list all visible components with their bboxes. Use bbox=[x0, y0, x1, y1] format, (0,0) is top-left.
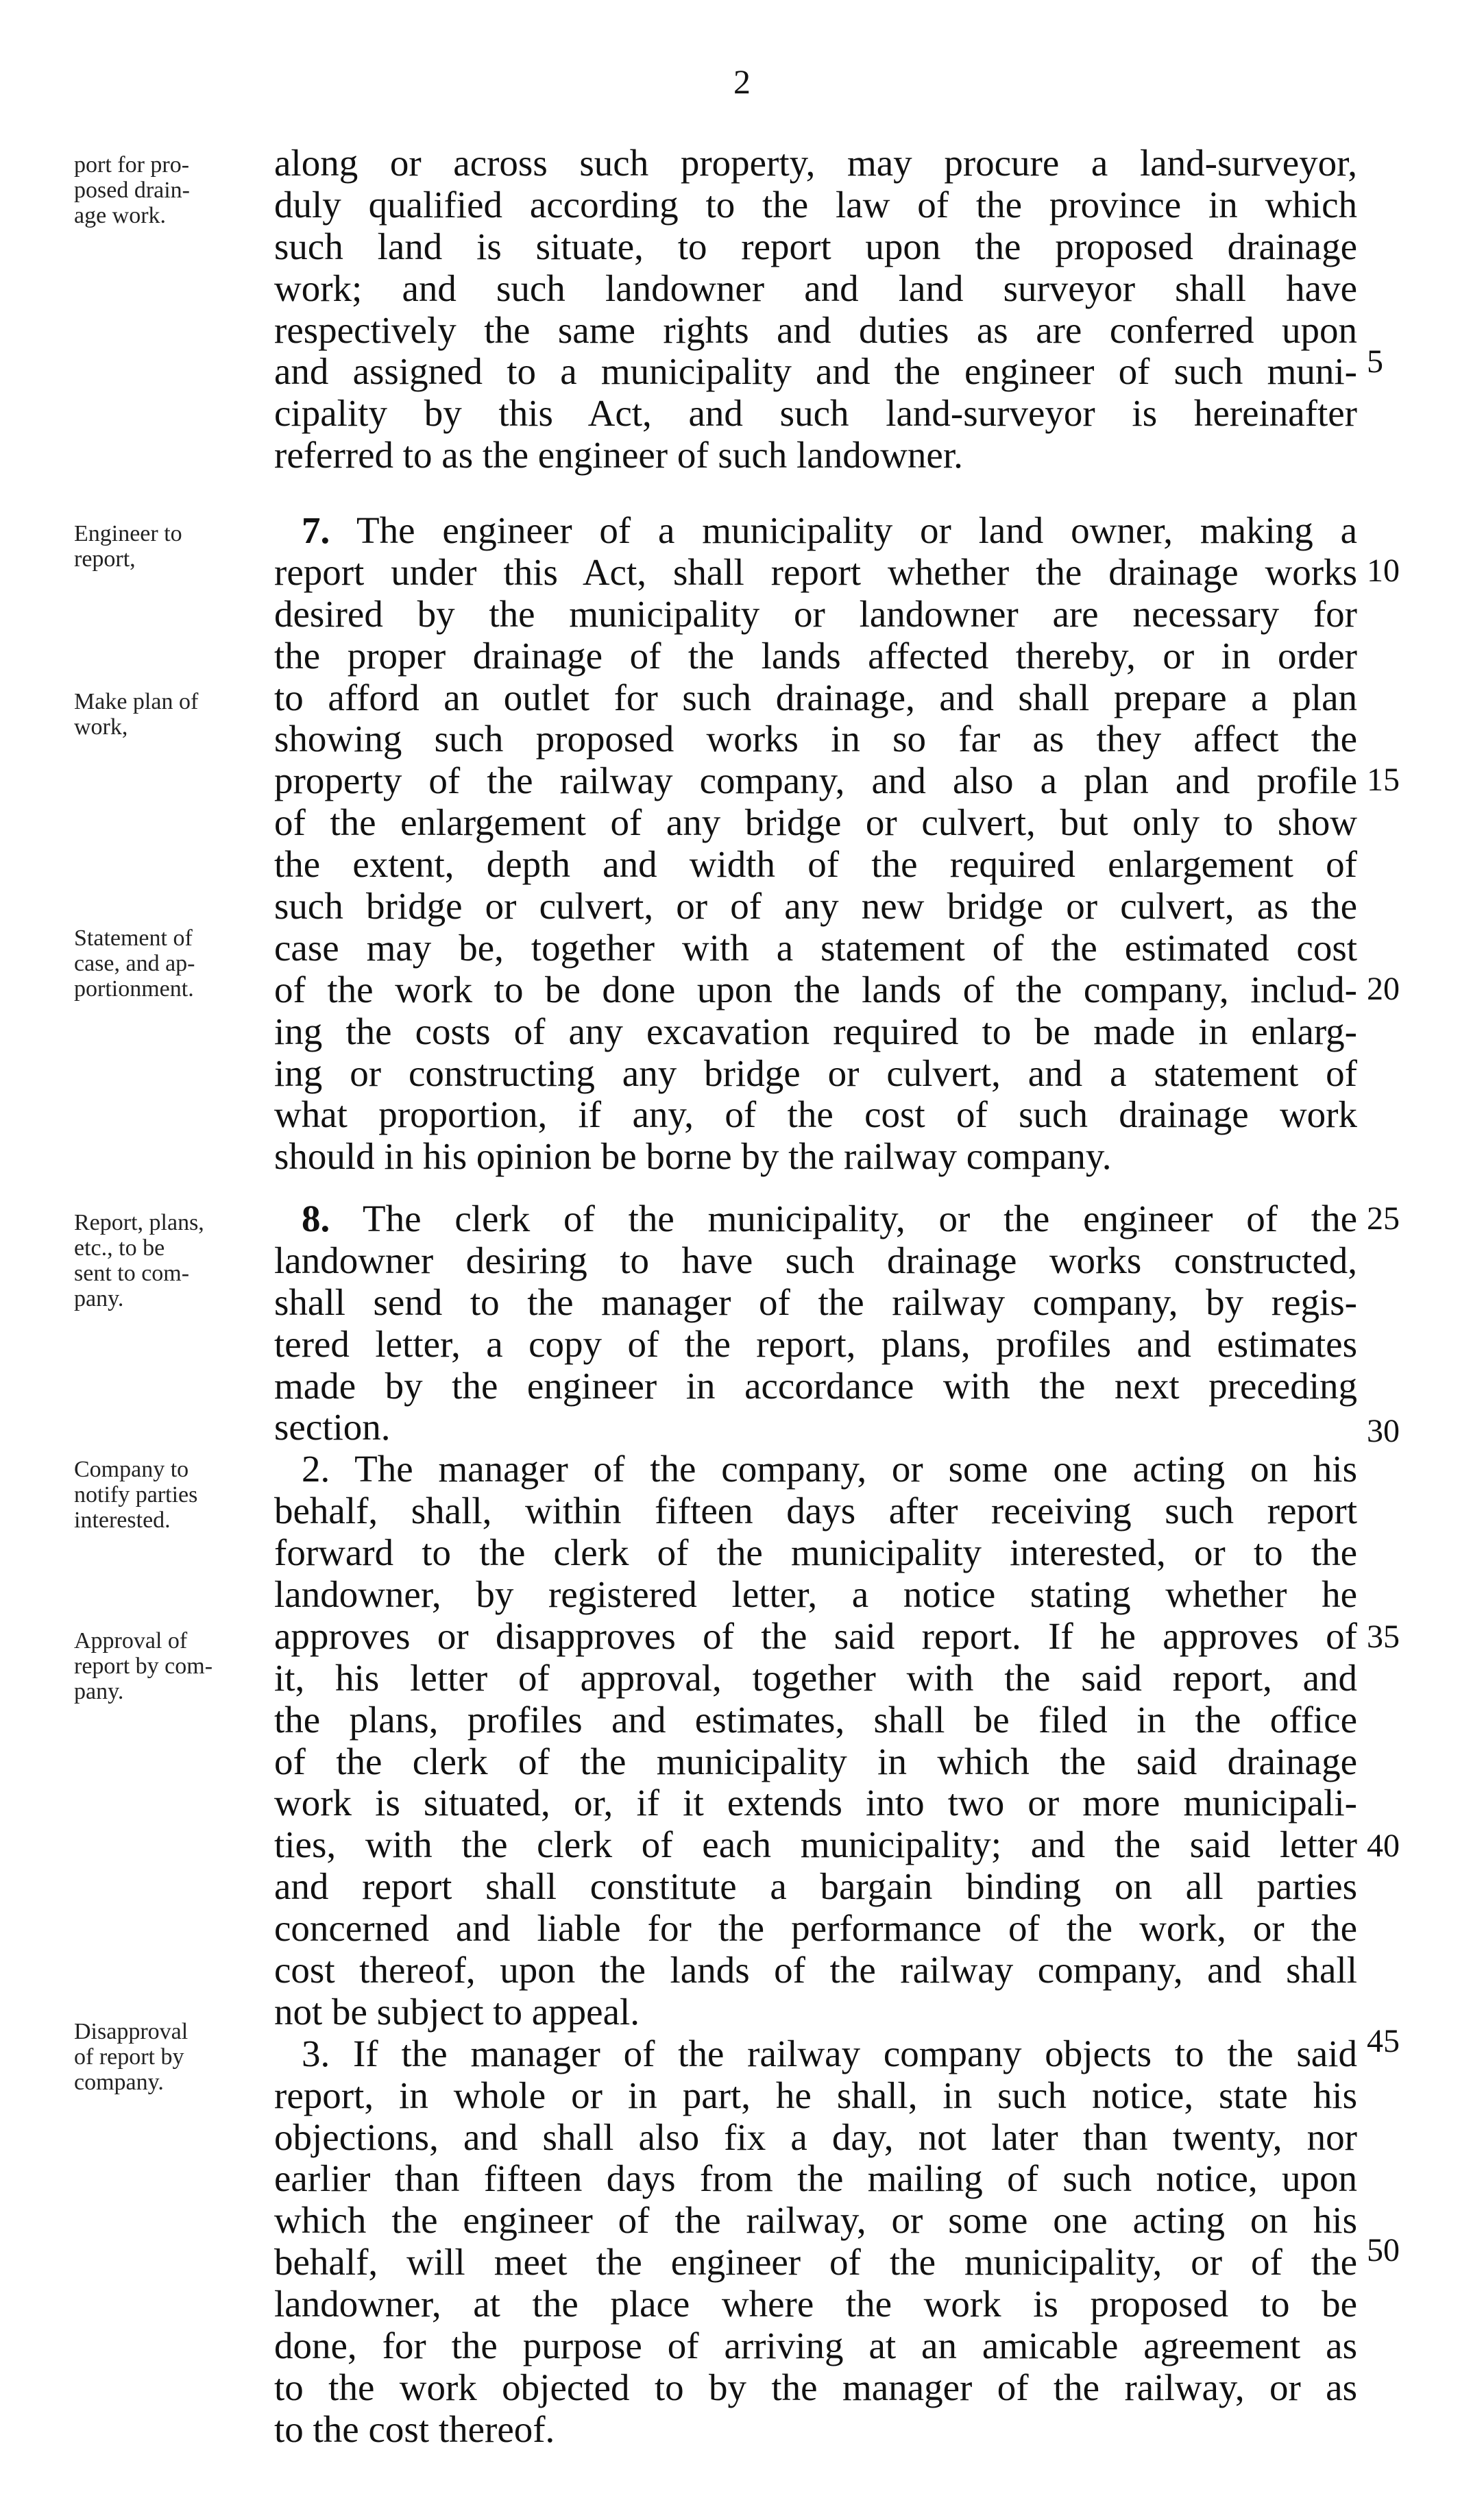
text-line: showing such proposed works in so far as they affect the bbox=[274, 718, 1357, 760]
text-line: to the cost thereof. bbox=[274, 2408, 555, 2450]
text-run: The clerk of the municipality, or the engineer of the bbox=[330, 1198, 1357, 1239]
text-line: which the engineer of the railway, or some one acting on his bbox=[274, 2199, 1357, 2242]
text-line: concerned and liable for the performance of the work, or the bbox=[274, 1907, 1357, 1950]
text-line: ties, with the clerk of each municipality; and the said letter bbox=[274, 1824, 1357, 1866]
page-number: 2 bbox=[733, 62, 751, 101]
text-line: 3. If the manager of the railway company objects to the said bbox=[302, 2032, 1357, 2074]
margin-note-company-notify bbox=[74, 1457, 259, 1533]
text-line: what proportion, if any, of the cost of such drainage work bbox=[274, 1093, 1357, 1136]
line-number: 10 bbox=[1367, 553, 1400, 589]
margin-note-line: work, bbox=[74, 714, 128, 740]
line-number: 40 bbox=[1367, 1828, 1400, 1864]
margin-note-line: notify parties bbox=[74, 1482, 198, 1507]
text-line: earlier than fifteen days from the mailing of such notice, upon bbox=[274, 2157, 1357, 2200]
text-line: referred to as the engineer of such landowner. bbox=[274, 434, 963, 476]
text-line: respectively the same rights and duties as are conferred upon bbox=[274, 308, 1357, 351]
line-number: 15 bbox=[1367, 762, 1400, 798]
text-line: such bridge or culvert, or of any new bridge or culvert, as the bbox=[274, 885, 1357, 928]
margin-note-statement bbox=[74, 925, 259, 1002]
text-line: of the enlargement of any bridge or culvert, but only to show bbox=[274, 801, 1357, 844]
text-line: section. bbox=[274, 1406, 391, 1449]
text-line: along or across such property, may procure a land-surveyor, bbox=[274, 142, 1357, 184]
text-line: desired by the municipality or landowner are necessary for bbox=[274, 592, 1357, 635]
margin-note-line: Make plan of bbox=[74, 689, 199, 714]
margin-note-line: interested. bbox=[74, 1507, 171, 1533]
margin-note-line: sent to com- bbox=[74, 1261, 190, 1286]
text-line: cipality by this Act, and such land-surveyor is hereinafter bbox=[274, 392, 1357, 435]
text-run: The engineer of a municipality or land owner, making a bbox=[330, 509, 1357, 551]
margin-note-line: posed drain- bbox=[74, 178, 191, 203]
text-line: should in his opinion be borne by the railway company. bbox=[274, 1135, 1112, 1178]
text-line: landowner, by registered letter, a notice stating whether he bbox=[274, 1573, 1357, 1616]
margin-note-line: Statement of bbox=[74, 925, 193, 951]
text-line: report under this Act, shall report whether the drainage works bbox=[274, 550, 1357, 593]
line-number: 30 bbox=[1367, 1413, 1400, 1449]
line-number: 25 bbox=[1367, 1200, 1400, 1237]
margin-note-line: pany. bbox=[74, 1679, 124, 1704]
line-number: 35 bbox=[1367, 1619, 1400, 1655]
margin-note-port bbox=[74, 152, 259, 228]
margin-note-line: Disapproval bbox=[74, 2019, 188, 2044]
text-line: work; and such landowner and land surveyor shall have bbox=[274, 267, 1357, 309]
margin-note-line: report by com- bbox=[74, 1654, 213, 1679]
text-line: forward to the clerk of the municipality interested, or to the bbox=[274, 1531, 1357, 1574]
text-line: to afford an outlet for such drainage, and shall prepare a plan bbox=[274, 676, 1357, 718]
text-line: behalf, will meet the engineer of the municipality, or of the bbox=[274, 2241, 1357, 2284]
text-line: tered letter, a copy of the report, plans, profiles and estimates bbox=[274, 1322, 1357, 1365]
text-line: it, his letter of approval, together with the said report, and bbox=[274, 1656, 1357, 1699]
text-line: objections, and shall also fix a day, not later than twenty, nor bbox=[274, 2116, 1357, 2158]
margin-note-line: portionment. bbox=[74, 976, 194, 1002]
text-line: such land is situate, to report upon the proposed drainage bbox=[274, 225, 1357, 267]
margin-note-line: Engineer to bbox=[74, 521, 182, 546]
text-line bbox=[274, 510, 1357, 552]
text-line: of the work to be done upon the lands of the company, includ- bbox=[274, 968, 1357, 1010]
text-line: cost thereof, upon the lands of the railway company, and shall bbox=[274, 1949, 1357, 1991]
line-number: 20 bbox=[1367, 971, 1400, 1007]
margin-note-line: pany. bbox=[74, 1286, 124, 1311]
text-line: done, for the purpose of arriving at an amicable agreement as bbox=[274, 2325, 1357, 2367]
margin-note-line: Approval of bbox=[74, 1628, 188, 1654]
section-number: 7. bbox=[302, 509, 330, 551]
text-line: not be subject to appeal. bbox=[274, 1990, 640, 2033]
margin-note-report-plans bbox=[74, 1210, 259, 1311]
text-line: approves or disapproves of the said report. If he approves of bbox=[274, 1614, 1357, 1657]
margin-note-line: age work. bbox=[74, 203, 167, 228]
section-number: 8. bbox=[302, 1198, 330, 1239]
text-line: the proper drainage of the lands affected thereby, or in order bbox=[274, 634, 1357, 677]
margin-note-line: port for pro- bbox=[74, 152, 190, 178]
text-line: landowner desiring to have such drainage works constructed, bbox=[274, 1239, 1357, 1281]
margin-note-line: etc., to be bbox=[74, 1235, 165, 1261]
text-line: work is situated, or, if it extends into two or more municipali- bbox=[274, 1782, 1357, 1824]
line-number: 50 bbox=[1367, 2232, 1400, 2268]
margin-note-disapproval bbox=[74, 2019, 259, 2095]
margin-note-engineer bbox=[74, 521, 259, 572]
line-number: 5 bbox=[1367, 343, 1383, 380]
text-line: duly qualified according to the law of the province in which bbox=[274, 183, 1357, 226]
text-line: ing the costs of any excavation required to be made in enlarg- bbox=[274, 1010, 1357, 1052]
margin-note-line: report, bbox=[74, 546, 136, 572]
text-line: to the work objected to by the manager of the railway, or as bbox=[274, 2366, 1357, 2408]
text-line: behalf, shall, within fifteen days after receiving such report bbox=[274, 1490, 1357, 1532]
text-line: the plans, profiles and estimates, shall be filed in the office bbox=[274, 1698, 1357, 1741]
margin-note-line: case, and ap- bbox=[74, 951, 195, 976]
margin-note-line: Company to bbox=[74, 1457, 189, 1482]
margin-note-line: company. bbox=[74, 2070, 164, 2095]
text-line: landowner, at the place where the work is proposed to be bbox=[274, 2283, 1357, 2325]
margin-note-line: Report, plans, bbox=[74, 1210, 204, 1235]
text-line bbox=[274, 1198, 1357, 1240]
margin-note-approval bbox=[74, 1628, 259, 1704]
text-line: report, in whole or in part, he shall, in such notice, state his bbox=[274, 2074, 1357, 2116]
text-line: case may be, together with a statement of the estimated cost bbox=[274, 926, 1357, 969]
line-number: 45 bbox=[1367, 2023, 1400, 2059]
paragraph-continuation bbox=[274, 143, 1357, 476]
text-line: of the clerk of the municipality in which the said drainage bbox=[274, 1740, 1357, 1782]
text-line: the extent, depth and width of the required enlargement of bbox=[274, 843, 1357, 886]
text-line: shall send to the manager of the railway company, by regis- bbox=[274, 1281, 1357, 1323]
text-line: ing or constructing any bridge or culvert, and a statement of bbox=[274, 1052, 1357, 1094]
text-line: made by the engineer in accordance with the next preceding bbox=[274, 1364, 1357, 1407]
section-8 bbox=[274, 1198, 1357, 2451]
text-line: and assigned to a municipality and the engineer of such muni- bbox=[274, 350, 1357, 393]
text-line: 2. The manager of the company, or some one acting on his bbox=[302, 1448, 1357, 1490]
section-7 bbox=[274, 510, 1357, 1178]
text-line: and report shall constitute a bargain binding on all parties bbox=[274, 1865, 1357, 1908]
margin-note-make-plan bbox=[74, 689, 259, 740]
margin-note-line: of report by bbox=[74, 2044, 184, 2070]
text-line: property of the railway company, and also a plan and profile bbox=[274, 760, 1357, 802]
